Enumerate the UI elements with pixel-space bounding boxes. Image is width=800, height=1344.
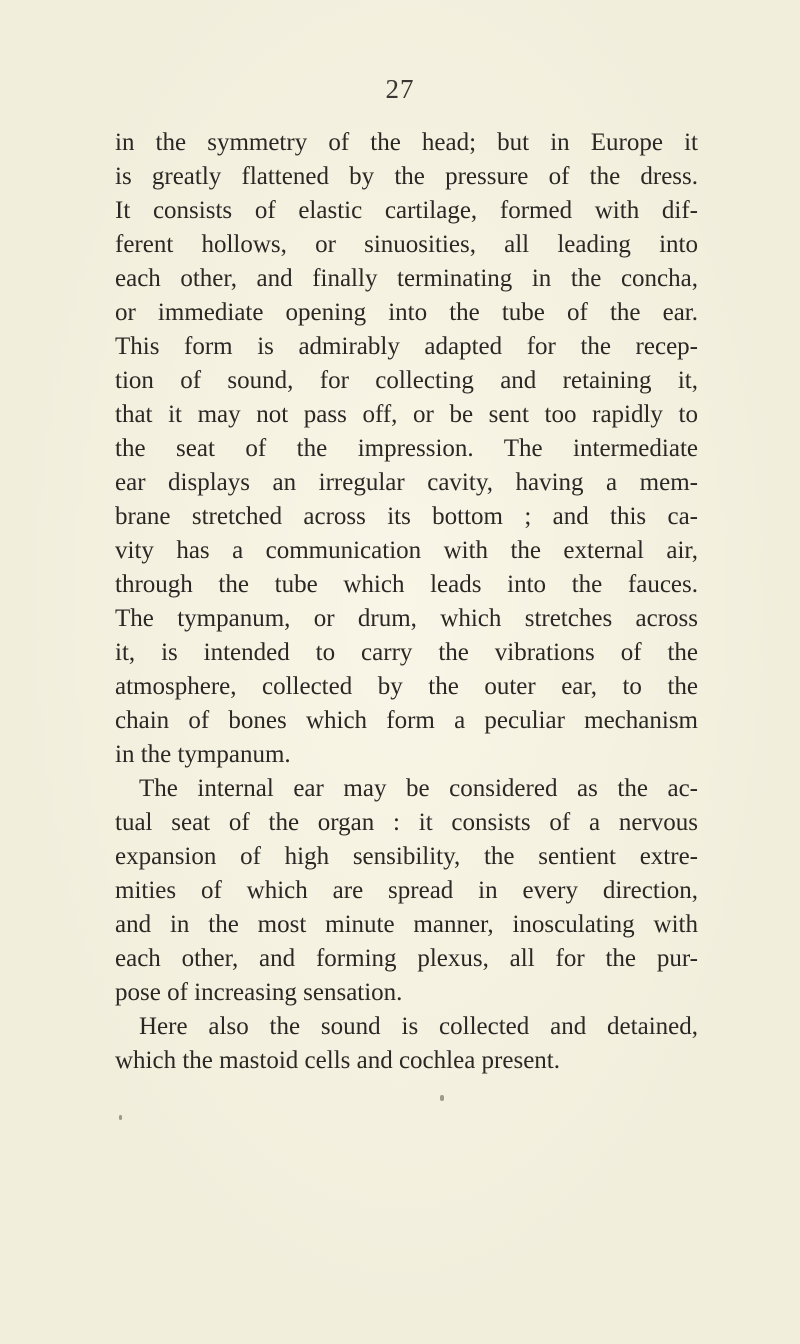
text-line: atmosphere, collected by the outer ear, to the <box>115 673 698 700</box>
text-line: This form is admirably adapted for the recep- <box>115 333 698 360</box>
text-line: ferent hollows, or sinuosities, all leading into <box>115 231 698 258</box>
ink-speck <box>119 1115 122 1120</box>
text-line: The internal ear may be considered as the ac- <box>139 775 698 802</box>
page-number: 27 <box>385 74 415 104</box>
text-line: pose of increasing sensation. <box>115 979 403 1006</box>
text-line: Here also the sound is collected and detained, <box>139 1013 698 1040</box>
text-line: tual seat of the organ : it consists of a nervous <box>115 809 698 836</box>
text-line: or immediate opening into the tube of the ear. <box>115 299 698 326</box>
text-line: that it may not pass off, or be sent too rapidly to <box>115 401 698 428</box>
text-line: which the mastoid cells and cochlea present. <box>115 1047 560 1074</box>
text-line: The tympanum, or drum, which stretches across <box>115 605 698 632</box>
text-line: is greatly flattened by the pressure of the dress. <box>115 163 698 190</box>
text-line: tion of sound, for collecting and retaining it, <box>115 367 698 394</box>
text-line: it, is intended to carry the vibrations of the <box>115 639 698 666</box>
text-line: in the symmetry of the head; but in Europe it <box>115 129 698 156</box>
ink-speck <box>440 1095 444 1101</box>
text-line: chain of bones which form a peculiar mechanism <box>115 707 698 734</box>
text-line: in the tympanum. <box>115 741 291 768</box>
text-line: expansion of high sensibility, the sentient extre- <box>115 843 698 870</box>
text-line: It consists of elastic cartilage, formed with dif- <box>115 197 698 224</box>
body-text <box>115 126 698 1078</box>
text-line: each other, and forming plexus, all for the pur- <box>115 945 698 972</box>
text-line: the seat of the impression. The intermediate <box>115 435 698 462</box>
text-line: through the tube which leads into the fauces. <box>115 571 698 598</box>
text-line: mities of which are spread in every direction, <box>115 877 698 904</box>
text-line: ear displays an irregular cavity, having a mem- <box>115 469 698 496</box>
text-line: each other, and finally terminating in the concha, <box>115 265 698 292</box>
text-line: and in the most minute manner, inosculating with <box>115 911 698 938</box>
text-line: brane stretched across its bottom ; and this ca- <box>115 503 698 530</box>
text-line: vity has a communication with the external air, <box>115 537 698 564</box>
